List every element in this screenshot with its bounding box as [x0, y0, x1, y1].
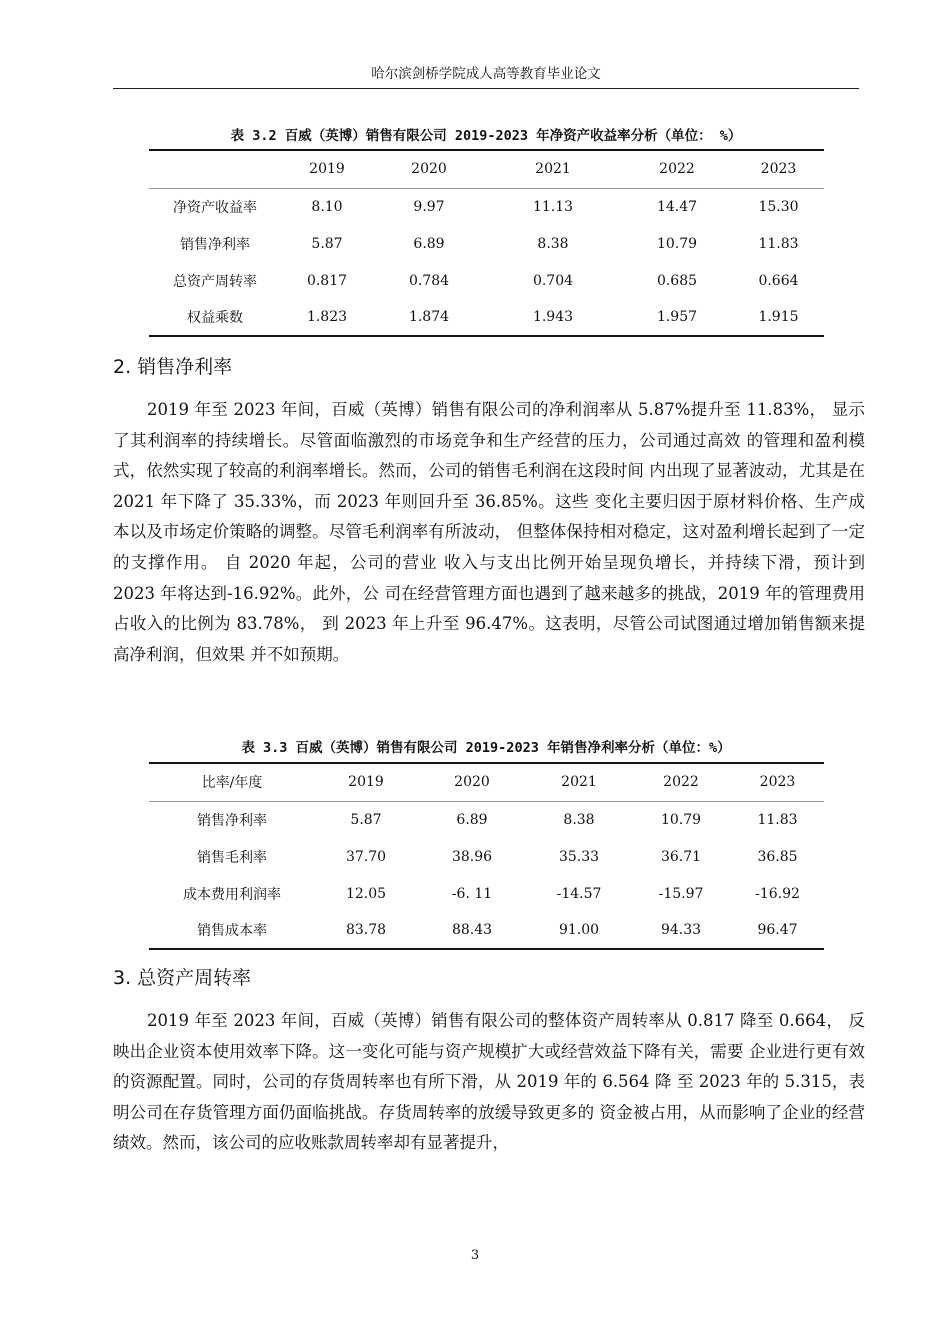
table-cell: 0.704 [532, 272, 574, 289]
table-cell: 15.30 [758, 198, 799, 215]
table-row [149, 299, 824, 336]
table-cell: 1.957 [656, 309, 698, 325]
table-cell: 8.38 [563, 811, 595, 828]
table-row [149, 912, 824, 949]
table-cell: 10.79 [660, 811, 702, 828]
table-cell: -14.57 [556, 885, 602, 902]
table-cell: 36.71 [660, 848, 702, 865]
table-cell: 14.47 [656, 198, 698, 215]
column-header: 2020 [454, 774, 490, 791]
table-cell: 1.943 [532, 309, 574, 325]
table-cell: 11.83 [757, 811, 798, 828]
page-header: 哈尔滨剑桥学院成人高等教育毕业论文 [113, 60, 859, 89]
table-cell: 36.85 [757, 848, 798, 865]
row-label: 总资产周转率 [173, 273, 257, 290]
table-cell: 12.05 [345, 885, 387, 902]
table-row [149, 801, 824, 838]
table-cell: 5.87 [350, 811, 382, 828]
table-row [149, 262, 824, 299]
column-header: 2021 [535, 161, 571, 178]
table-cell: 5.87 [311, 235, 343, 252]
body-paragraph: 2019 年至 2023 年间，百威（英博）销售有限公司的净利润率从 5.87%提升至 11.83%， 显示了其利润率的持续增长。尽管面临激烈的市场竞争和生产经营的压力，公司通过高效 的管理和盈利模式，依然实现了较高的利润率增长。然而，公司的销售毛利润在这段时间 内出现了显著波动，尤其是在 2021 年下降了 35.33%，而 2023 年则回升至 36.85%。这些 变化主要归因于原材料价格、生产成本以及市场定价策略的调整。尽管毛利润率有所波动， 但整体保持相对稳定，这对盈利增长起到了一定的支撑作用。 自 2020 年起，公司的营业 收入与支出比例开始呈现负增长，并持续下滑，预计到 2023 年将达到-16.92%。此外，公 司在经营管理方面也遇到了越来越多的挑战，2019 年的管理费用占收入的比例为 83.78%， 到 2023 年上升至 96.47%。这表明，尽管公司试图通过增加销售额来提高净利润，但效果 并不如预期。 [113, 400, 865, 664]
column-header: 2022 [663, 774, 699, 791]
table-cell: 6.89 [456, 811, 488, 828]
column-header [149, 150, 281, 188]
table-row [149, 875, 824, 912]
table-row [149, 225, 824, 262]
table-cell: 38.96 [451, 848, 493, 865]
body-paragraph: 2019 年至 2023 年间，百威（英博）销售有限公司的整体资产周转率从 0.817 降至 0.664， 反映出企业资本使用效率下降。这一变化可能与资产规模扩大或经营效益下降有关，需要 企业进行更有效的资源配置。同时，公司的存货周转率也有所下滑，从 2019 年的 6.564 降 至 2023 年的 5.315，表明公司在存货管理方面仍面临挑战。存货周转率的放缓导致更多的 资金被占用，从而影响了企业的经营绩效。然而，该公司的应收账款周转率却有显著提升， [113, 1011, 865, 1153]
table-cell: 0.817 [306, 272, 348, 289]
table-cell: -15.97 [658, 885, 704, 902]
table-caption-3-2: 表 3.2 百威（英博）销售有限公司 2019-2023 年净资产收益率分析（单位： %） [230, 128, 742, 144]
table-cell: 9.97 [413, 198, 445, 215]
table-cell: 1.874 [408, 309, 450, 325]
table-cell: 11.83 [758, 235, 799, 252]
table-cell: 37.70 [345, 848, 387, 865]
table-cell: 1.915 [758, 309, 799, 325]
row-label: 销售净利率 [180, 236, 250, 253]
table-header-row [149, 150, 824, 188]
row-label: 销售净利率 [197, 812, 267, 829]
table-cell: 0.784 [408, 272, 450, 289]
table-cell: 88.43 [451, 922, 493, 938]
column-header: 2019 [348, 774, 384, 791]
column-header: 2021 [561, 774, 597, 791]
roe-analysis-table [149, 149, 824, 337]
table-cell: 6.89 [413, 235, 445, 252]
column-header: 2022 [659, 161, 695, 178]
table-cell: 11.13 [532, 198, 574, 215]
column-header: 2023 [760, 161, 797, 178]
table-cell: 83.78 [345, 922, 387, 938]
row-label: 权益乘数 [187, 310, 243, 326]
page-number: 3 [470, 1248, 480, 1263]
table-cell: 1.823 [306, 309, 348, 325]
section-heading-total-asset-turnover: 3. 总资产周转率 [113, 967, 252, 989]
table-cell: 0.664 [758, 272, 799, 289]
column-header: 2019 [309, 161, 345, 178]
table-row [149, 188, 824, 225]
table-caption-3-3: 表 3.3 百威（英博）销售有限公司 2019-2023 年销售净利率分析（单位：%） [241, 740, 731, 756]
table-cell: 94.33 [660, 922, 702, 938]
row-label: 成本费用利润率 [183, 886, 281, 903]
table-cell: 10.79 [656, 235, 698, 252]
section-heading-net-profit-margin: 2. 销售净利率 [113, 356, 233, 378]
table-cell: 96.47 [757, 922, 798, 938]
table-header-row [149, 763, 824, 801]
table-cell: 35.33 [558, 848, 600, 865]
row-label: 净资产收益率 [173, 199, 257, 216]
table-cell: 8.10 [311, 198, 343, 215]
table-cell: 8.38 [537, 235, 569, 252]
table-cell: 0.685 [656, 272, 698, 289]
column-header: 比率/年度 [201, 775, 263, 792]
table-cell: -16.92 [755, 885, 800, 902]
table-cell: -6. 11 [451, 885, 493, 902]
table-cell: 91.00 [558, 922, 600, 938]
table-row [149, 838, 824, 875]
row-label: 销售成本率 [197, 923, 267, 939]
column-header: 2020 [411, 161, 447, 178]
net-profit-margin-table [149, 762, 824, 950]
column-header: 2023 [759, 774, 796, 791]
row-label: 销售毛利率 [197, 849, 267, 866]
